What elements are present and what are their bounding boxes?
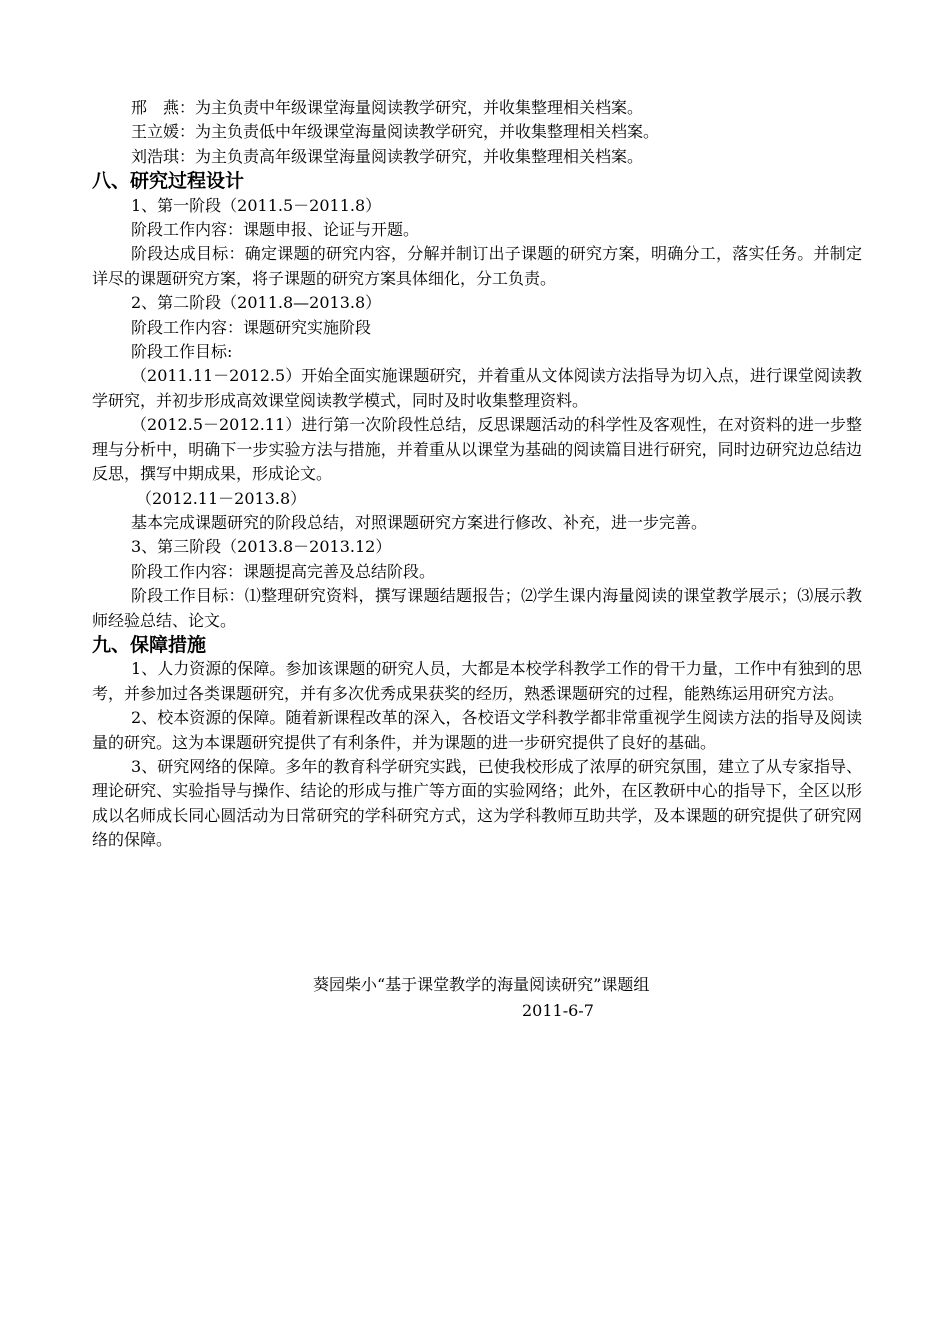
staff-line-liu: 刘浩琪：为主负责高年级课堂海量阅读教学研究，并收集整理相关档案。 — [131, 146, 644, 166]
stage-2-title: 2、第二阶段（2011.8—2013.8） — [131, 293, 382, 313]
section-8-heading: 八、研究过程设计 — [92, 170, 245, 193]
guarantee-research-network: 3、研究网络的保障。多年的教育科学研究实践，已使我校形成了浓厚的研究氛围，建立了从专家指导、理论研究、实验指导与操作、结论的形成与推广等方面的实验网络；此外，在区教研中心的指导下，全区以形成以名师成长同心圆活动为日常研究的学科研究方式，这为学科教师互助共学，及本课题的研究提供了研究网络的保障。 — [92, 756, 862, 850]
stage-3-goal: 阶段工作目标：⑴整理研究资料，撰写课题结题报告；⑵学生课内海量阅读的课堂教学展示；⑶展示教师经验总结、论文。 — [92, 586, 862, 630]
stage-3-content: 阶段工作内容：课题提高完善及总结阶段。 — [131, 561, 436, 581]
stage-3-title: 3、第三阶段（2013.8－2013.12） — [131, 537, 392, 557]
stage-2-content: 阶段工作内容：课题研究实施阶段 — [131, 317, 372, 337]
guarantee-school-resources: 2、校本资源的保障。随着新课程改革的深入，各校语文学科教学都非常重视学生阅读方法的指导及阅读量的研究。这为本课题研究提供了有利条件，并为课题的进一步研究提供了良好的基础。 — [92, 708, 862, 752]
staff-line-wang: 王立媛：为主负责低中年级课堂海量阅读教学研究，并收集整理相关档案。 — [131, 122, 660, 142]
stage-1-title: 1、第一阶段（2011.5－2011.8） — [131, 195, 382, 215]
stage-2-paragraph-1: （2011.11－2012.5）开始全面实施课题研究，并着重从文体阅读方法指导为切入点，进行课堂阅读教学研究，并初步形成高效课堂阅读教学模式，同时及时收集整理资料。 — [92, 366, 862, 410]
stage-2-paragraph-2: （2012.5－2012.11）进行第一次阶段性总结，反思课题活动的科学性及客观性，在对资料的进一步整理与分析中，明确下一步实验方法与措施，并着重从以课堂为基础的阅读篇目进行研究，同时边研究边总结边反思，撰写中期成果，形成论文。 — [92, 415, 862, 484]
staff-line-xing: 邢 燕：为主负责中年级课堂海量阅读教学研究，并收集整理相关档案。 — [131, 98, 644, 117]
document-page — [92, 96, 862, 853]
stage-2-paragraph-3: 基本完成课题研究的阶段总结，对照课题研究方案进行修改、补充，进一步完善。 — [131, 512, 708, 532]
signature-date: 2011-6-7 — [522, 1001, 594, 1020]
stage-1-content: 阶段工作内容：课题申报、论证与开题。 — [131, 220, 420, 240]
stage-2-paragraph-3-date: （2012.11－2013.8） — [136, 488, 307, 508]
section-9-heading: 九、保障措施 — [92, 633, 207, 656]
stage-1-goal: 阶段达成目标：确定课题的研究内容，分解并制订出子课题的研究方案，明确分工，落实任务。并制定详尽的课题研究方案，将子课题的研究方案具体细化，分工负责。 — [92, 244, 862, 288]
stage-2-goal-label: 阶段工作目标: — [131, 342, 233, 362]
signature-group: 葵园柴小“基于课堂教学的海量阅读研究”课题组 — [313, 975, 650, 994]
guarantee-human-resources: 1、人力资源的保障。参加该课题的研究人员，大都是本校学科教学工作的骨干力量，工作中有独到的思考，并参加过各类课题研究，并有多次优秀成果获奖的经历，熟悉课题研究的过程，能熟练运用研究方法。 — [92, 659, 862, 703]
